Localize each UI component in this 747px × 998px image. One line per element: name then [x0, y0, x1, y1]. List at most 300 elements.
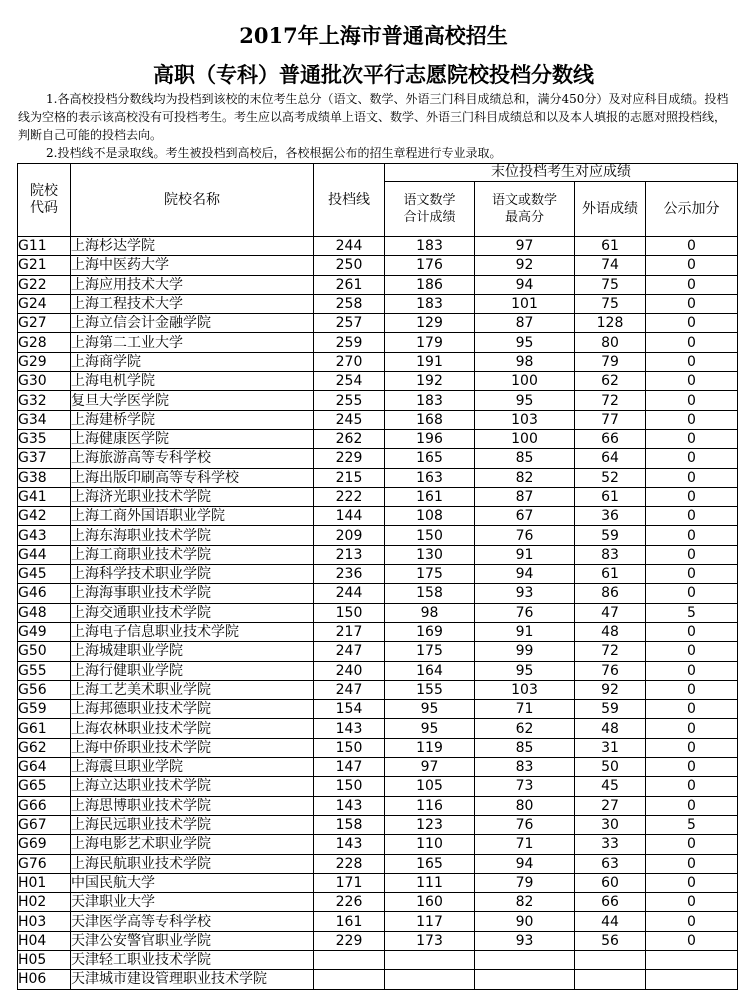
cell-max: 99 — [475, 642, 575, 661]
cell-bonus: 0 — [646, 758, 738, 777]
table-row — [18, 333, 738, 352]
cell-name: 上海东海职业技术学院 — [71, 526, 314, 545]
cell-line: 229 — [314, 931, 385, 950]
cell-bonus: 5 — [646, 603, 738, 622]
cell-bonus: 0 — [646, 352, 738, 371]
cell-total: 95 — [385, 719, 475, 738]
cell-foreign: 61 — [575, 487, 646, 506]
cell-line: 245 — [314, 410, 385, 429]
cell-max: 71 — [475, 835, 575, 854]
cell-total — [385, 950, 475, 969]
cell-code: G50 — [18, 642, 71, 661]
table-row — [18, 256, 738, 275]
cell-max: 62 — [475, 719, 575, 738]
cell-foreign: 61 — [575, 237, 646, 256]
cell-line: 259 — [314, 333, 385, 352]
table-row — [18, 391, 738, 410]
cell-total: 196 — [385, 429, 475, 448]
cell-max: 91 — [475, 545, 575, 564]
cell-bonus: 0 — [646, 256, 738, 275]
header-cn-or-math-max: 语文或数学最高分 — [475, 182, 575, 237]
cell-total: 123 — [385, 815, 475, 834]
cell-bonus: 0 — [646, 449, 738, 468]
cell-max: 95 — [475, 661, 575, 680]
cell-code: G56 — [18, 680, 71, 699]
cell-total: 98 — [385, 603, 475, 622]
cell-max: 85 — [475, 738, 575, 757]
cell-line: 150 — [314, 777, 385, 796]
cell-code: G27 — [18, 314, 71, 333]
table-row — [18, 815, 738, 834]
cell-foreign: 72 — [575, 391, 646, 410]
cell-total: 111 — [385, 873, 475, 892]
cell-code: G30 — [18, 372, 71, 391]
cell-foreign: 72 — [575, 642, 646, 661]
cell-line — [314, 970, 385, 989]
cell-bonus: 5 — [646, 815, 738, 834]
table-row — [18, 854, 738, 873]
cell-total: 165 — [385, 854, 475, 873]
cell-line: 209 — [314, 526, 385, 545]
table-row — [18, 584, 738, 603]
cell-code: G24 — [18, 294, 71, 313]
cell-max: 87 — [475, 487, 575, 506]
cell-code: H06 — [18, 970, 71, 989]
cell-line: 217 — [314, 622, 385, 641]
cell-code: G61 — [18, 719, 71, 738]
cell-name: 上海健康医学院 — [71, 429, 314, 448]
cell-total: 158 — [385, 584, 475, 603]
cell-total: 183 — [385, 391, 475, 410]
table-row — [18, 372, 738, 391]
cell-name: 上海出版印刷高等专科学校 — [71, 468, 314, 487]
cell-total: 95 — [385, 700, 475, 719]
cell-code: G69 — [18, 835, 71, 854]
cell-code: G28 — [18, 333, 71, 352]
cell-foreign: 83 — [575, 545, 646, 564]
cell-bonus: 0 — [646, 873, 738, 892]
cell-bonus: 0 — [646, 372, 738, 391]
cell-foreign: 80 — [575, 333, 646, 352]
header-line: 投档线 — [314, 164, 385, 237]
cell-bonus: 0 — [646, 893, 738, 912]
cell-foreign: 36 — [575, 507, 646, 526]
cell-line: 229 — [314, 449, 385, 468]
cell-code: G76 — [18, 854, 71, 873]
cell-name: 上海第二工业大学 — [71, 333, 314, 352]
cell-name: 中国民航大学 — [71, 873, 314, 892]
cell-foreign: 62 — [575, 372, 646, 391]
cell-name: 上海海事职业技术学院 — [71, 584, 314, 603]
cell-code: G45 — [18, 565, 71, 584]
cell-foreign: 50 — [575, 758, 646, 777]
cell-foreign: 75 — [575, 275, 646, 294]
cell-total: 117 — [385, 912, 475, 931]
cell-foreign: 60 — [575, 873, 646, 892]
cell-line: 254 — [314, 372, 385, 391]
cell-code: G37 — [18, 449, 71, 468]
cell-code: G65 — [18, 777, 71, 796]
cell-foreign: 44 — [575, 912, 646, 931]
cell-max: 103 — [475, 680, 575, 699]
table-row — [18, 642, 738, 661]
cell-line: 150 — [314, 738, 385, 757]
table-row — [18, 912, 738, 931]
cell-foreign: 48 — [575, 719, 646, 738]
table-row — [18, 410, 738, 429]
cell-max: 92 — [475, 256, 575, 275]
cell-line: 247 — [314, 642, 385, 661]
cell-code: G48 — [18, 603, 71, 622]
cell-name: 上海思博职业技术学院 — [71, 796, 314, 815]
cell-code: H05 — [18, 950, 71, 969]
cell-total: 150 — [385, 526, 475, 545]
table-row — [18, 622, 738, 641]
cell-code: G21 — [18, 256, 71, 275]
cell-foreign: 59 — [575, 526, 646, 545]
cell-line: 262 — [314, 429, 385, 448]
table-row — [18, 545, 738, 564]
cell-name: 上海应用技术大学 — [71, 275, 314, 294]
cell-max: 94 — [475, 854, 575, 873]
cell-total: 168 — [385, 410, 475, 429]
cell-max: 95 — [475, 391, 575, 410]
cell-total: 173 — [385, 931, 475, 950]
table-row — [18, 796, 738, 815]
cell-total: 97 — [385, 758, 475, 777]
cell-code: H04 — [18, 931, 71, 950]
cell-bonus: 0 — [646, 507, 738, 526]
cell-line — [314, 950, 385, 969]
cell-bonus: 0 — [646, 835, 738, 854]
cell-line: 215 — [314, 468, 385, 487]
cell-bonus: 0 — [646, 545, 738, 564]
cell-code: H01 — [18, 873, 71, 892]
cell-name: 上海农林职业技术学院 — [71, 719, 314, 738]
cell-foreign: 33 — [575, 835, 646, 854]
cell-total: 108 — [385, 507, 475, 526]
cell-bonus: 0 — [646, 294, 738, 313]
cell-code: G59 — [18, 700, 71, 719]
cell-bonus: 0 — [646, 854, 738, 873]
cell-line: 144 — [314, 507, 385, 526]
cell-foreign: 66 — [575, 429, 646, 448]
cell-bonus: 0 — [646, 622, 738, 641]
cell-name: 上海济光职业技术学院 — [71, 487, 314, 506]
cell-bonus: 0 — [646, 584, 738, 603]
cell-foreign: 48 — [575, 622, 646, 641]
table-row — [18, 449, 738, 468]
cell-line: 143 — [314, 796, 385, 815]
cell-bonus — [646, 970, 738, 989]
cell-line: 236 — [314, 565, 385, 584]
cell-max: 100 — [475, 429, 575, 448]
cell-line: 258 — [314, 294, 385, 313]
cell-total: 155 — [385, 680, 475, 699]
cell-code: G67 — [18, 815, 71, 834]
cell-line: 261 — [314, 275, 385, 294]
table-row — [18, 487, 738, 506]
cell-max: 98 — [475, 352, 575, 371]
cell-foreign: 77 — [575, 410, 646, 429]
cell-foreign — [575, 950, 646, 969]
cell-foreign: 59 — [575, 700, 646, 719]
cell-bonus: 0 — [646, 912, 738, 931]
cell-bonus — [646, 950, 738, 969]
cell-foreign: 63 — [575, 854, 646, 873]
cell-total: 175 — [385, 642, 475, 661]
cell-max: 94 — [475, 565, 575, 584]
cell-max: 80 — [475, 796, 575, 815]
cell-total — [385, 970, 475, 989]
header-bonus: 公示加分 — [646, 182, 738, 237]
cell-code: G55 — [18, 661, 71, 680]
cell-total: 163 — [385, 468, 475, 487]
cell-name: 复旦大学医学院 — [71, 391, 314, 410]
cell-code: G62 — [18, 738, 71, 757]
cell-bonus: 0 — [646, 796, 738, 815]
cell-code: G64 — [18, 758, 71, 777]
cell-name: 天津公安警官职业学院 — [71, 931, 314, 950]
cell-max — [475, 950, 575, 969]
cell-max: 76 — [475, 815, 575, 834]
header-name: 院校名称 — [71, 164, 314, 237]
cell-code: G22 — [18, 275, 71, 294]
cell-foreign: 31 — [575, 738, 646, 757]
cell-bonus: 0 — [646, 526, 738, 545]
cell-code: G66 — [18, 796, 71, 815]
cell-code: G29 — [18, 352, 71, 371]
cell-line: 270 — [314, 352, 385, 371]
cell-total: 161 — [385, 487, 475, 506]
cell-max — [475, 970, 575, 989]
cell-max: 101 — [475, 294, 575, 313]
table-row — [18, 700, 738, 719]
cell-bonus: 0 — [646, 487, 738, 506]
cell-total: 119 — [385, 738, 475, 757]
cell-foreign: 30 — [575, 815, 646, 834]
cell-name: 上海行健职业学院 — [71, 661, 314, 680]
page-title: 2017年上海市普通高校招生 — [239, 23, 508, 48]
cell-bonus: 0 — [646, 468, 738, 487]
cell-foreign: 27 — [575, 796, 646, 815]
cell-line: 154 — [314, 700, 385, 719]
table-row — [18, 275, 738, 294]
cell-line: 257 — [314, 314, 385, 333]
table-row — [18, 738, 738, 757]
cell-name: 上海城建职业学院 — [71, 642, 314, 661]
cell-bonus: 0 — [646, 931, 738, 950]
cell-max: 71 — [475, 700, 575, 719]
cell-name: 上海中侨职业技术学院 — [71, 738, 314, 757]
note-1: 1.各高校投档分数线均为投档到该校的末位考生总分（语文、数学、外语三门科目成绩总和，满分450分）及对应科目成绩。投档线为空格的表示该高校没有可投档考生。考生应以高考成绩单上语文、数学、外语三门科目成绩总和以及本人填报的志愿对照投档线，判断自己可能的投档去向。 — [18, 92, 729, 142]
table-row — [18, 950, 738, 969]
cell-bonus: 0 — [646, 391, 738, 410]
cell-total: 116 — [385, 796, 475, 815]
cell-foreign: 64 — [575, 449, 646, 468]
cell-total: 175 — [385, 565, 475, 584]
cell-line: 171 — [314, 873, 385, 892]
cell-max: 93 — [475, 931, 575, 950]
cell-name: 上海民航职业技术学院 — [71, 854, 314, 873]
cell-line: 222 — [314, 487, 385, 506]
cell-name: 上海震旦职业学院 — [71, 758, 314, 777]
table-row — [18, 603, 738, 622]
cell-line: 161 — [314, 912, 385, 931]
cell-total: 179 — [385, 333, 475, 352]
cell-bonus: 0 — [646, 642, 738, 661]
cell-name: 上海中医药大学 — [71, 256, 314, 275]
cell-foreign — [575, 970, 646, 989]
cell-name: 上海工程技术大学 — [71, 294, 314, 313]
cell-max: 97 — [475, 237, 575, 256]
cell-name: 上海旅游高等专科学校 — [71, 449, 314, 468]
cell-max: 94 — [475, 275, 575, 294]
cell-code: G34 — [18, 410, 71, 429]
cell-name: 上海电影艺术职业学院 — [71, 835, 314, 854]
cell-max: 95 — [475, 333, 575, 352]
cell-line: 240 — [314, 661, 385, 680]
cell-foreign: 86 — [575, 584, 646, 603]
score-table — [17, 163, 738, 990]
table-row — [18, 429, 738, 448]
cell-foreign: 75 — [575, 294, 646, 313]
table-row — [18, 468, 738, 487]
cell-foreign: 52 — [575, 468, 646, 487]
cell-total: 165 — [385, 449, 475, 468]
cell-code: G46 — [18, 584, 71, 603]
cell-name: 上海工艺美术职业学院 — [71, 680, 314, 699]
cell-total: 191 — [385, 352, 475, 371]
cell-total: 160 — [385, 893, 475, 912]
cell-max: 67 — [475, 507, 575, 526]
cell-name: 天津城市建设管理职业技术学院 — [71, 970, 314, 989]
table-row — [18, 237, 738, 256]
cell-bonus: 0 — [646, 237, 738, 256]
cell-bonus: 0 — [646, 700, 738, 719]
cell-bonus: 0 — [646, 661, 738, 680]
table-row — [18, 507, 738, 526]
cell-max: 91 — [475, 622, 575, 641]
cell-name: 上海科学技术职业学院 — [71, 565, 314, 584]
cell-total: 164 — [385, 661, 475, 680]
cell-line: 244 — [314, 584, 385, 603]
cell-name: 上海立达职业技术学院 — [71, 777, 314, 796]
cell-bonus: 0 — [646, 314, 738, 333]
cell-code: G35 — [18, 429, 71, 448]
cell-line: 226 — [314, 893, 385, 912]
cell-code: G32 — [18, 391, 71, 410]
table-row — [18, 680, 738, 699]
cell-line: 150 — [314, 603, 385, 622]
cell-total: 183 — [385, 237, 475, 256]
cell-line: 143 — [314, 719, 385, 738]
cell-foreign: 47 — [575, 603, 646, 622]
cell-name: 上海工商职业技术学院 — [71, 545, 314, 564]
note-2: 2.投档线不是录取线。考生被投档到高校后，各校根据公布的招生章程进行专业录取。 — [46, 146, 502, 160]
table-row — [18, 661, 738, 680]
cell-max: 82 — [475, 468, 575, 487]
cell-foreign: 74 — [575, 256, 646, 275]
table-row — [18, 314, 738, 333]
cell-name: 上海立信会计金融学院 — [71, 314, 314, 333]
cell-name: 上海杉达学院 — [71, 237, 314, 256]
cell-foreign: 66 — [575, 893, 646, 912]
cell-line: 158 — [314, 815, 385, 834]
table-row — [18, 719, 738, 738]
cell-code: G41 — [18, 487, 71, 506]
cell-code: G38 — [18, 468, 71, 487]
cell-code: H03 — [18, 912, 71, 931]
cell-foreign: 79 — [575, 352, 646, 371]
table-row — [18, 835, 738, 854]
cell-max: 93 — [475, 584, 575, 603]
cell-line: 247 — [314, 680, 385, 699]
table-row — [18, 777, 738, 796]
cell-bonus: 0 — [646, 429, 738, 448]
cell-max: 76 — [475, 603, 575, 622]
cell-line: 228 — [314, 854, 385, 873]
cell-line: 250 — [314, 256, 385, 275]
cell-code: G42 — [18, 507, 71, 526]
cell-line: 255 — [314, 391, 385, 410]
cell-total: 105 — [385, 777, 475, 796]
table-row — [18, 352, 738, 371]
cell-total: 186 — [385, 275, 475, 294]
cell-bonus: 0 — [646, 410, 738, 429]
table-row — [18, 873, 738, 892]
cell-name: 天津医学高等专科学校 — [71, 912, 314, 931]
cell-total: 110 — [385, 835, 475, 854]
header-foreign: 外语成绩 — [575, 182, 646, 237]
cell-max: 79 — [475, 873, 575, 892]
cell-line: 143 — [314, 835, 385, 854]
header-code: 院校代码 — [18, 164, 71, 237]
cell-foreign: 61 — [575, 565, 646, 584]
cell-bonus: 0 — [646, 275, 738, 294]
header-cn-math-total: 语文数学合计成绩 — [385, 182, 475, 237]
table-row — [18, 970, 738, 989]
cell-code: G44 — [18, 545, 71, 564]
cell-code: G43 — [18, 526, 71, 545]
page-subtitle: 高职（专科）普通批次平行志愿院校投档分数线 — [153, 62, 594, 87]
table-row — [18, 294, 738, 313]
cell-max: 87 — [475, 314, 575, 333]
cell-total: 176 — [385, 256, 475, 275]
cell-max: 76 — [475, 526, 575, 545]
cell-bonus: 0 — [646, 719, 738, 738]
cell-name: 上海民远职业技术学院 — [71, 815, 314, 834]
cell-name: 上海电机学院 — [71, 372, 314, 391]
cell-code: H02 — [18, 893, 71, 912]
cell-name: 上海交通职业技术学院 — [71, 603, 314, 622]
cell-bonus: 0 — [646, 738, 738, 757]
cell-name: 上海建桥学院 — [71, 410, 314, 429]
cell-foreign: 56 — [575, 931, 646, 950]
cell-bonus: 0 — [646, 680, 738, 699]
cell-code: G49 — [18, 622, 71, 641]
cell-foreign: 92 — [575, 680, 646, 699]
cell-bonus: 0 — [646, 333, 738, 352]
table-row — [18, 526, 738, 545]
cell-foreign: 76 — [575, 661, 646, 680]
cell-max: 82 — [475, 893, 575, 912]
cell-line: 147 — [314, 758, 385, 777]
cell-max: 83 — [475, 758, 575, 777]
cell-total: 169 — [385, 622, 475, 641]
cell-total: 129 — [385, 314, 475, 333]
cell-max: 90 — [475, 912, 575, 931]
